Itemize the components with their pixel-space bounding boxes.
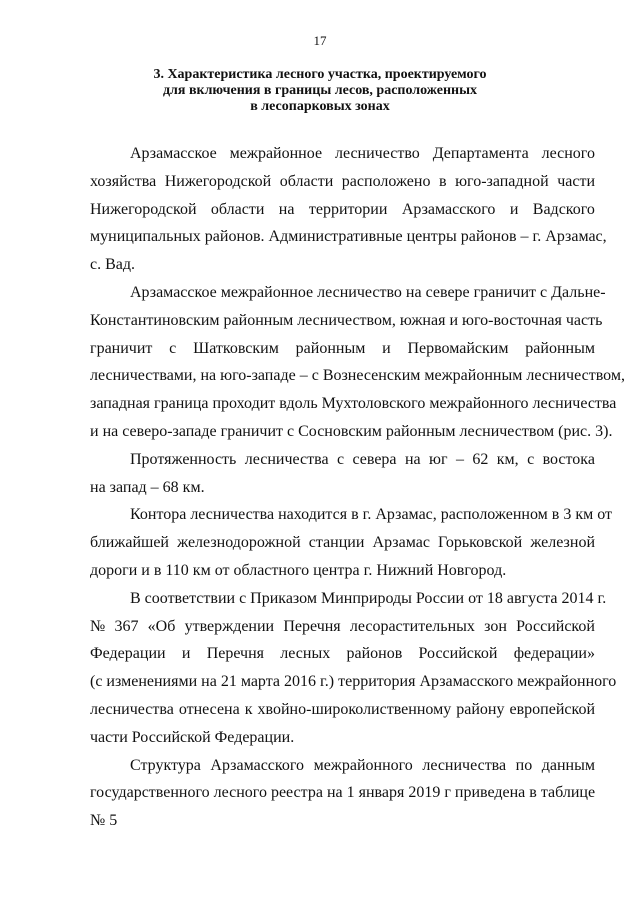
word: районным	[525, 339, 595, 357]
word: Перечня	[283, 617, 341, 635]
word: лесорастительных	[349, 617, 475, 635]
word: севера	[352, 450, 397, 468]
word: лесничества	[244, 450, 329, 468]
word: Вадского	[532, 200, 595, 218]
word: 62	[472, 450, 489, 468]
word: Протяженность	[130, 450, 237, 468]
word: км,	[496, 450, 519, 468]
paragraph-line: Структура Арзамасского межрайонного лесничества по данным	[130, 756, 595, 774]
paragraph-line: хозяйства Нижегородской области расположено в юго-западной части	[90, 172, 595, 190]
paragraph	[90, 279, 625, 446]
word: Шатковским	[193, 339, 279, 357]
paragraph-line: ближайшей железнодорожной станции Арзамас Горьковской железной	[90, 534, 595, 552]
word: Департамента	[432, 145, 529, 162]
word: Арзамасского	[401, 200, 496, 218]
paragraph-line: Арзамасское межрайонное лесничество на севере граничит с Дальне-	[130, 283, 606, 301]
word: Перечня	[206, 645, 265, 663]
paragraph-line	[90, 613, 595, 641]
word: востока	[542, 450, 595, 468]
paragraph-line	[90, 140, 595, 168]
word: Федерации	[90, 645, 166, 663]
paragraph	[90, 446, 595, 502]
word: с	[336, 450, 345, 468]
paragraph-line: В соответствии с Приказом Минприроды России от 18 августа 2014 г.	[130, 589, 607, 607]
word: Нижегородской	[90, 200, 197, 218]
word: районным	[295, 339, 366, 357]
section-heading-line-1: 3. Характеристика лесного участка, проектируемого	[153, 67, 487, 82]
word: с	[527, 450, 535, 468]
word: и	[181, 645, 191, 663]
section-heading-line-2: для включения в границы лесов, расположенных	[162, 83, 478, 98]
section-heading-line-3: в лесопарковых зонах	[250, 99, 390, 114]
word: зон	[484, 617, 507, 635]
paragraph-line: лесничества отнесена к хвойно-широколиственному району европейской	[90, 700, 595, 718]
word: лесных	[280, 645, 331, 663]
paragraph	[90, 140, 607, 279]
paragraph-line: муниципальных районов. Административные центры районов – г. Арзамас,	[90, 228, 607, 246]
word: районов	[346, 645, 403, 663]
word: 367	[114, 617, 139, 635]
paragraph-line: Контора лесничества находится в г. Арзамас, расположенном в 3 км от	[130, 506, 613, 524]
paragraph-line: (с изменениями на 21 марта 2016 г.) территория Арзамасского межрайонного	[90, 673, 617, 691]
word: межрайонное	[229, 145, 323, 162]
word: территории	[308, 200, 388, 218]
word: граничит	[90, 339, 153, 357]
paragraph-line: части Российской Федерации.	[90, 728, 295, 746]
word: №	[90, 617, 106, 635]
word: и	[509, 200, 519, 218]
word: на	[404, 450, 421, 468]
word: утверждении	[184, 617, 275, 635]
word: Российской	[418, 645, 498, 663]
word: федерации»	[513, 645, 595, 663]
paragraph-line	[90, 196, 595, 224]
paragraph-line: западная граница проходит вдоль Мухтоловского межрайонного лесничества	[90, 395, 617, 413]
paragraph-line: Константиновским районным лесничеством, южная и юго-восточная часть	[90, 311, 603, 329]
page-number: 17	[313, 33, 327, 48]
paragraph-line: на запад – 68 км.	[90, 478, 205, 496]
paragraph-line	[90, 335, 595, 363]
word: Арзамасское	[130, 145, 217, 162]
word: –	[455, 450, 464, 468]
word: лесничество	[334, 145, 420, 162]
paragraph-line: дороги и в 110 км от областного центра г. Нижний Новгород.	[90, 561, 507, 579]
paragraph-line: с. Вад.	[90, 256, 136, 274]
word: лесного	[541, 145, 595, 162]
paragraph-line	[90, 446, 595, 474]
word: и	[382, 339, 391, 357]
paragraph-line: государственного лесного реестра на 1 января 2019 г приведена в таблице	[90, 784, 596, 802]
body-text	[90, 140, 625, 835]
word: Российской	[516, 617, 595, 635]
word: на	[278, 200, 295, 218]
word: области	[210, 200, 265, 218]
paragraph	[90, 752, 595, 835]
paragraph-line: лесничествами, на юго-западе – с Вознесенским межрайонным лесничеством,	[90, 367, 625, 385]
paragraph-line: № 5	[90, 812, 118, 830]
word: Первомайским	[407, 339, 509, 357]
paragraph	[90, 501, 613, 584]
word: юг	[429, 450, 448, 468]
word: «Об	[147, 617, 176, 635]
paragraph-line: и на северо-западе граничит с Сосновским районным лесничеством (рис. 3).	[90, 422, 613, 440]
paragraph-line	[90, 640, 595, 668]
word: с	[169, 339, 177, 357]
paragraph	[90, 585, 617, 752]
section-heading	[90, 67, 550, 115]
